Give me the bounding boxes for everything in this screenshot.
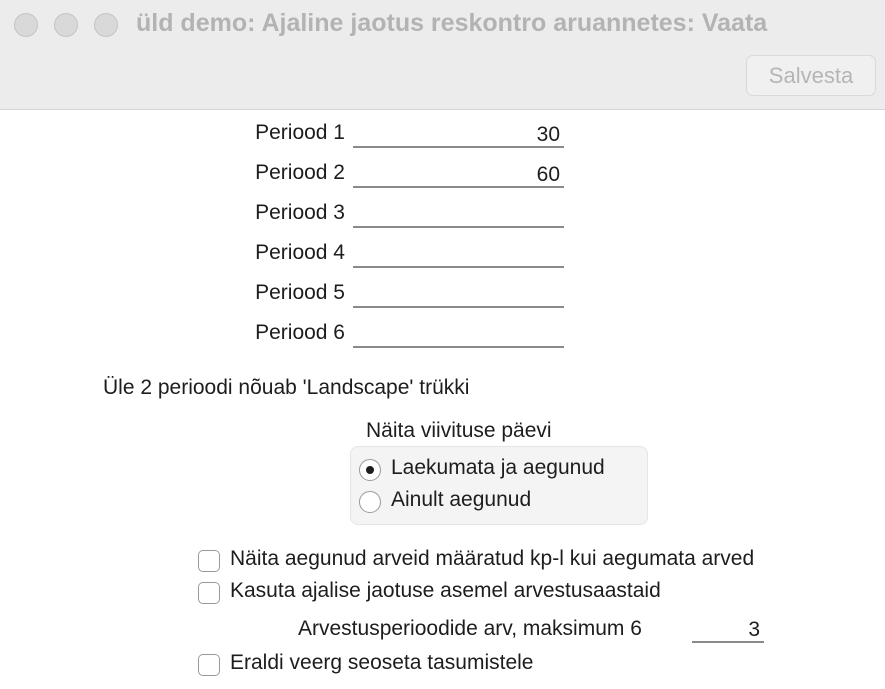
- period-3-input[interactable]: [353, 202, 564, 228]
- close-window-button[interactable]: [14, 13, 38, 37]
- period-1-input[interactable]: 30: [353, 122, 564, 148]
- checkbox-label-use-fiscal-years: Kasuta ajalise jaotuse asemel arvestusaastaid: [230, 579, 661, 602]
- period-4-label: Periood 4: [255, 241, 345, 264]
- radio-label-unpaid-and-overdue: Laekumata ja aegunud: [391, 456, 605, 479]
- checkbox-icon[interactable]: [198, 654, 220, 676]
- radio-unselected-icon[interactable]: [359, 491, 381, 513]
- checkbox-label-show-expired: Näita aegunud arveid määratud kp-l kui aegumata arved: [230, 547, 755, 570]
- period-4-input[interactable]: [353, 242, 564, 268]
- radio-label-overdue-only: Ainult aegunud: [391, 488, 532, 511]
- period-3-label: Periood 3: [255, 201, 345, 224]
- overdue-days-group-title: Näita viivituse päevi: [366, 419, 552, 442]
- period-5-input[interactable]: [353, 282, 564, 308]
- minimize-window-button[interactable]: [54, 13, 78, 37]
- fiscal-periods-label: Arvestusperioodide arv, maksimum 6: [298, 617, 642, 640]
- period-2-input[interactable]: 60: [353, 162, 564, 188]
- zoom-window-button[interactable]: [94, 13, 118, 37]
- period-2-label: Periood 2: [255, 161, 345, 184]
- landscape-note: Üle 2 perioodi nõuab 'Landscape' trükki: [103, 376, 470, 399]
- window-title: üld demo: Ajaline jaotus reskontro aruannetes: Vaata: [136, 9, 768, 37]
- checkbox-label-separate-column: Eraldi veerg seoseta tasumistele: [230, 651, 534, 674]
- fiscal-periods-input[interactable]: 3: [692, 617, 764, 643]
- period-1-label: Periood 1: [255, 121, 345, 144]
- period-6-input[interactable]: [353, 322, 564, 348]
- checkbox-icon[interactable]: [198, 550, 220, 572]
- checkbox-icon[interactable]: [198, 582, 220, 604]
- save-button[interactable]: Salvesta: [746, 55, 876, 96]
- period-5-label: Periood 5: [255, 281, 345, 304]
- period-6-label: Periood 6: [255, 321, 345, 344]
- title-bar: [0, 0, 885, 110]
- overdue-days-radio-group: [350, 446, 648, 525]
- radio-selected-icon[interactable]: [359, 459, 381, 481]
